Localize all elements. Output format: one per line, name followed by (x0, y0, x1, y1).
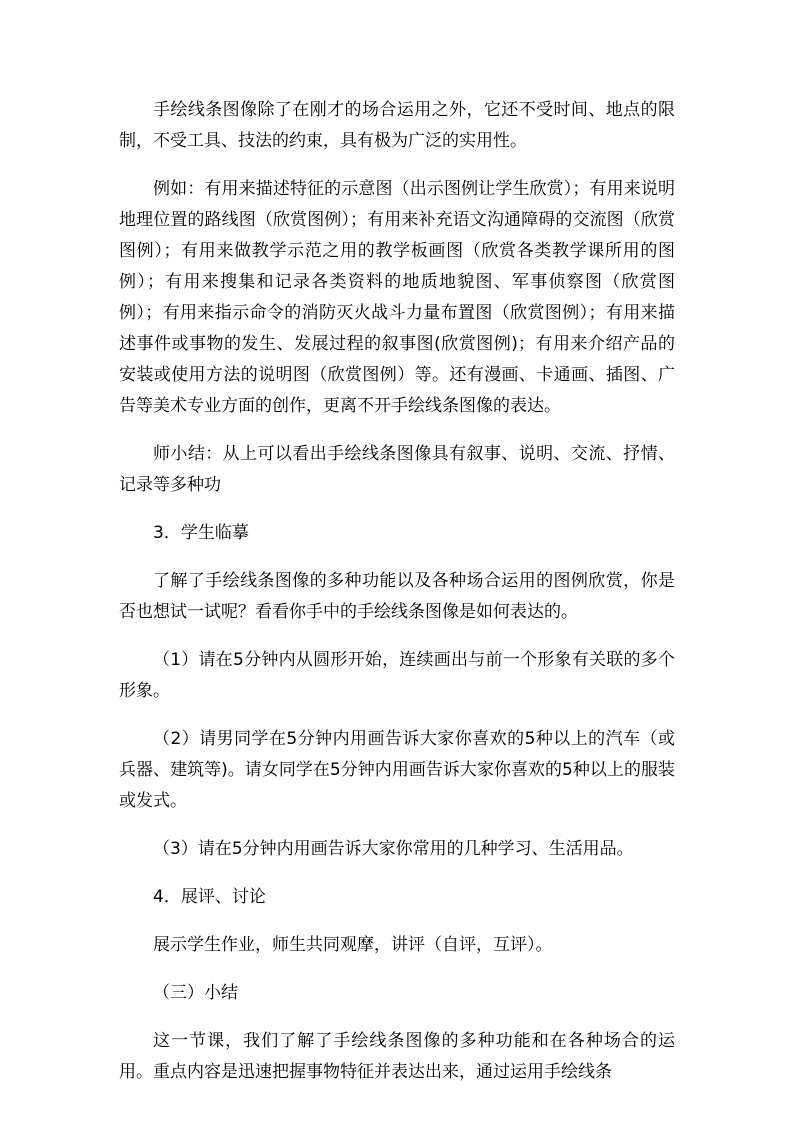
paragraph-examples: 例如：有用来描述特征的示意图（出示图例让学生欣赏）；有用来说明地理位置的路线图（欣赏图例）；有用来补充语文沟通障碍的交流图（欣赏图例）；有用来做教学示范之用的教学板画图（欣赏各类教学课所用的图例）；有用来搜集和记录各类资料的地质地貌图、军事侦察图（欣赏图例）；有用来指示命令的消防灭火战斗力量布置图（欣赏图例）；有用来描述事件或事物的发生、发展过程的叙事图(欣赏图例)；有用来介绍产品的安装或使用方法的说明图（欣赏图例）等。还有漫画、卡通画、插图、广告等美术专业方面的创作，更离不开手绘线条图像的表达。 (119, 179, 675, 416)
task-item-1: （1）请在5分钟内从圆形开始，连续画出与前一个形象有关联的多个形象。 (119, 650, 675, 701)
section-heading-summary: （三）小结 (153, 983, 238, 1003)
paragraph-intro: 手绘线条图像除了在刚才的场合运用之外，它还不受时间、地点的限制，不受工具、技法的约束，具有极为广泛的实用性。 (119, 100, 675, 151)
task-item-2: （2）请男同学在5分钟内用画告诉大家你喜欢的5种以上的汽车（或兵器、建筑等)。请女同学在5分钟内用画告诉大家你喜欢的5种以上的服装或发式。 (119, 729, 675, 811)
paragraph-review: 展示学生作业，师生共同观摩，讲评（自评，互评）。 (153, 935, 553, 955)
section-heading-review: 4．展评、讨论 (153, 887, 266, 907)
paragraph-summary: 这一节课，我们了解了手绘线条图像的多种功能和在各种场合的运用。重点内容是迅速把握事物特征并表达出来，通过运用手绘线条 (119, 1031, 675, 1082)
task-item-3: （3）请在5分钟内用画告诉大家你常用的几种学习、生活用品。 (153, 839, 634, 859)
section-heading-student-copying: 3．学生临摹 (153, 523, 249, 543)
paragraph-teacher-summary: 师小结：从上可以看出手绘线条图像具有叙事、说明、交流、抒情、记录等多种功 (119, 444, 675, 495)
document-body (119, 95, 675, 1105)
paragraph-try-it: 了解了手绘线条图像的多种功能以及各种场合运用的图例欣赏，你是否也想试一试呢？看看你手中的手绘线条图像是如何表达的。 (119, 571, 675, 622)
